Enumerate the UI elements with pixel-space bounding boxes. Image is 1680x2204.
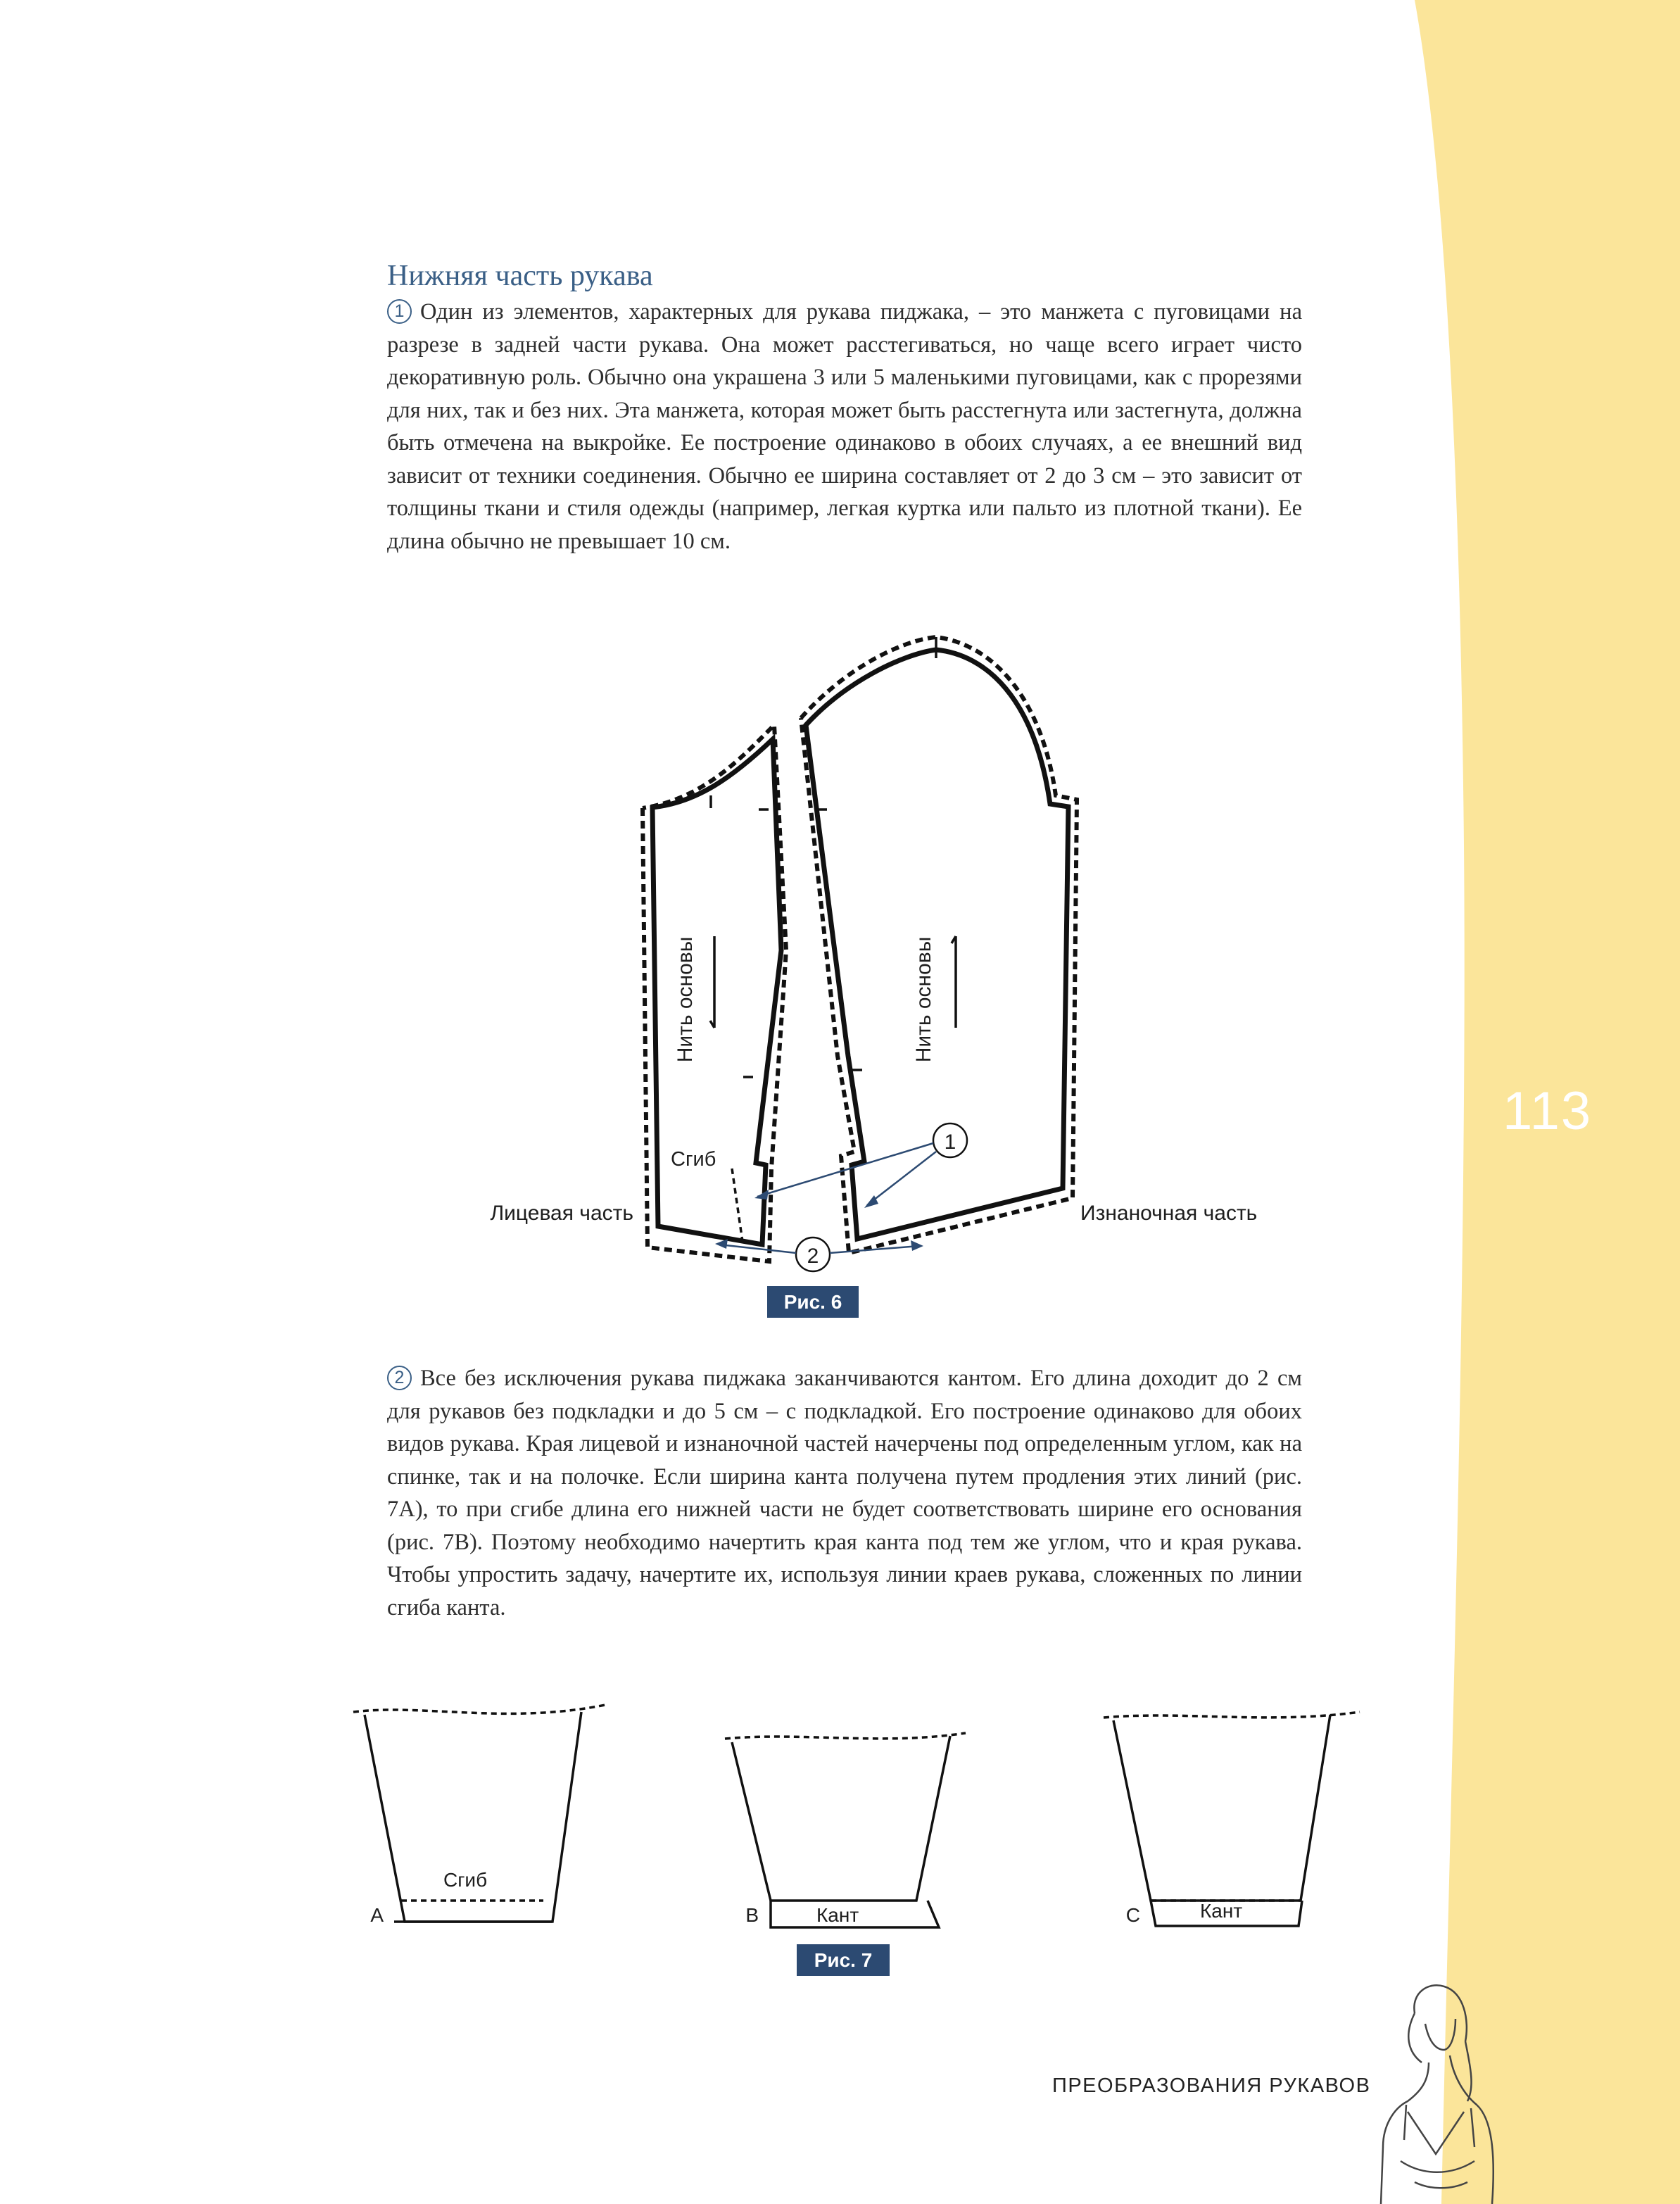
front-fold-line [732,1169,743,1242]
grain-label-right: Нить основы [912,936,935,1063]
callout-2-text: 2 [807,1245,819,1268]
grain-line-right-icon [952,936,956,1028]
fold-label: Сгиб [671,1148,716,1171]
step-number-2-icon: 2 [387,1366,412,1390]
panel-c-outline [1113,1715,1330,1901]
grain-line-left-icon [710,936,714,1028]
panel-c-text: Кант [1200,1900,1243,1922]
paragraph-1-text: Один из элементов, характерных для рукава пиджака, – это манжета с пуговицами на разрезе в задней части рукава. Она может расстегиваться, но чаще всего играет чисто декоративную роль. Обычно она украшена 3 или 5 маленькими пуговицами, как с прорезями для них, так и без них. Эта манжета, которая может быть расстегнута или застегнута, должна быть отмечена на выкройке. Ее построение одинаково в обоих случаях, а ее внешний вид зависит от техники соединения. Обычно ее ширина составляет от 2 до 3 см – это зависит от толщины ткани и стиля одежды (например, легкая куртка или пальто из плотной ткани). Ее длина обычно не превышает 10 см. [387,299,1302,554]
figure-6-label: Рис. 6 [767,1286,859,1318]
panel-b-top-edge [725,1733,966,1739]
page-number: 113 [1503,1081,1593,1141]
paragraph-2 [387,1362,1302,1624]
step-number-1-icon: 1 [387,299,412,324]
figure-7-label: Рис. 7 [797,1944,890,1976]
back-piece-seam-allowance [801,637,1077,1253]
panel-b-outline [732,1736,950,1901]
panel-c-letter: C [1125,1904,1140,1926]
back-part-label: Изнаночная часть [1080,1202,1258,1225]
panel-a-text: Сгиб [443,1869,488,1891]
panel-a-letter: A [370,1904,384,1926]
grain-label-left: Нить основы [674,936,697,1063]
panel-a-top-edge [353,1705,605,1713]
woman-illustration [0,1971,1680,2204]
figure-7-diagram [0,1675,1680,1957]
callout-1-text: 1 [944,1131,956,1154]
front-part-label: Лицевая часть [490,1202,633,1225]
panel-c-top-edge [1104,1712,1360,1718]
paragraph-2-text: Все без исключения рукава пиджака заканчиваются кантом. Его длина доходит до 2 см для рукавов без подкладки и до 5 см – с подкладкой. Его построение одинаково для обоих видов рукава. Края лицевой и изнаночной частей начерчены под определенным углом, как на спинке, так и на полочке. Если ширина канта получена путем продления этих линий (рис. 7А), то при сгибе длина его нижней части не будет соответствовать ширине его основания (рис. 7В). Поэтому необходимо начертить края канта под тем же углом, что и края рукава. Чтобы упростить задачу, начертите их, используя линии краев рукава, сложенных по линии сгиба канта. [387,1366,1302,1620]
section-title: Нижняя часть рукава [387,260,653,292]
panel-b-text: Кант [816,1904,859,1926]
footer-chapter-title: ПРЕОБРАЗОВАНИЯ РУКАВОВ [1052,2074,1371,2097]
panel-b-letter: B [745,1904,759,1926]
